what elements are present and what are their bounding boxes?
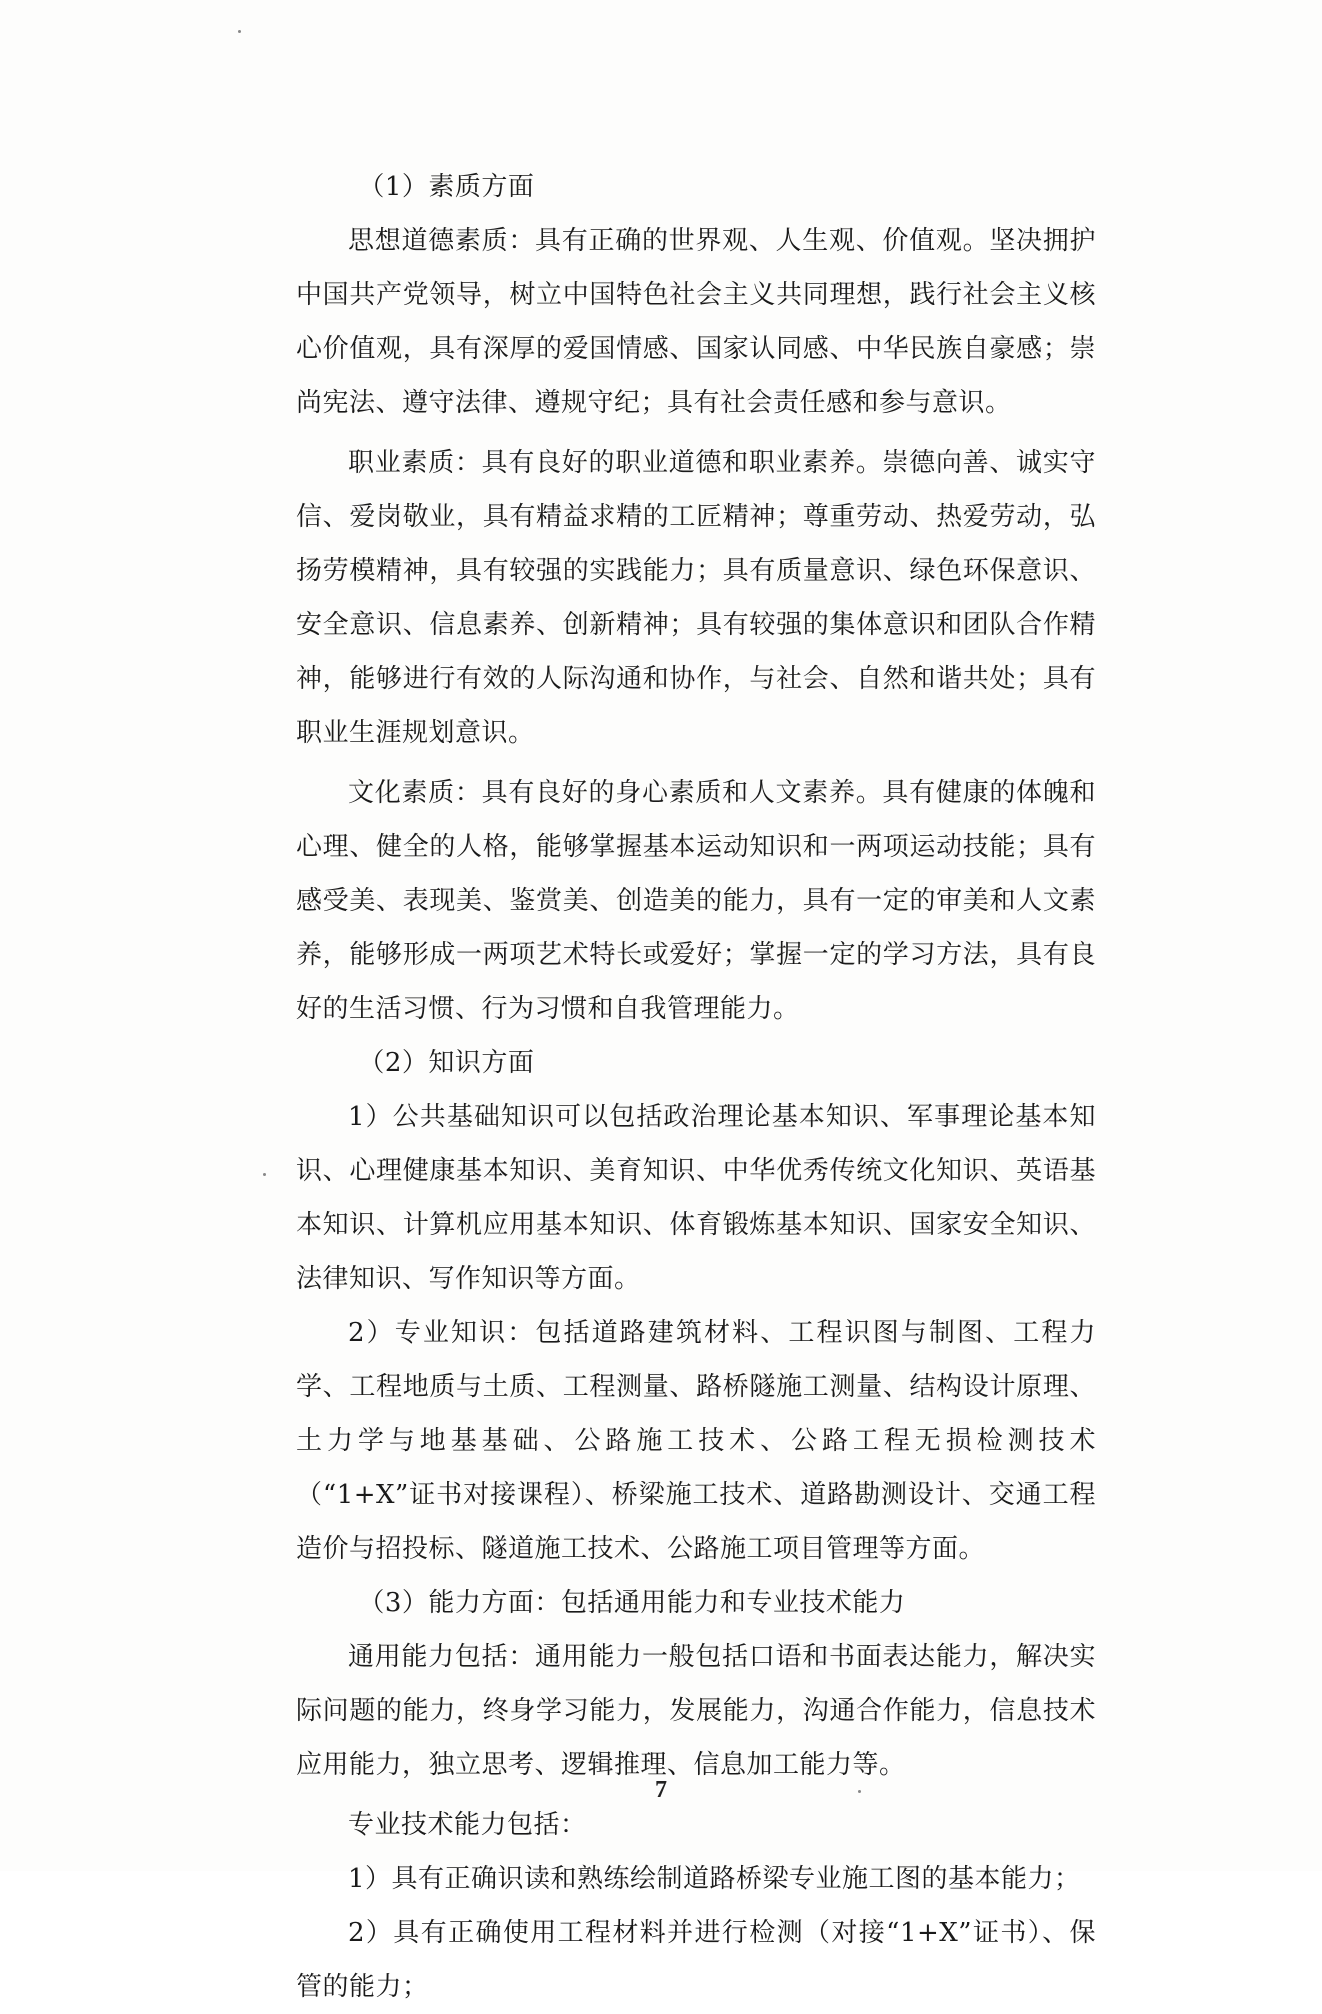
paragraph-professional-quality: 职业素质：具有良好的职业道德和职业素养。崇德向善、诚实守信、爱岗敬业，具有精益求精的工匠精神；尊重劳动、热爱劳动，弘扬劳模精神，具有较强的实践能力；具有质量意识、绿色环保意识、安全意识、信息素养、创新精神；具有较强的集体意识和团队合作精神，能够进行有效的人际沟通和协作，与社会、自然和谐共处；具有职业生涯规划意识。 <box>296 448 1096 748</box>
paragraph-technical-ability-intro: 专业技术能力包括： <box>348 1810 587 1840</box>
list-item-technical-ability-1: 1）具有正确识读和熟练绘制道路桥梁专业施工图的基本能力； <box>348 1864 1081 1894</box>
paragraph-public-knowledge: 1）公共基础知识可以包括政治理论基本知识、军事理论基本知识、心理健康基本知识、美育知识、中华优秀传统文化知识、英语基本知识、计算机应用基本知识、体育锻炼基本知识、国家安全知识、法律知识、写作知识等方面。 <box>296 1102 1096 1294</box>
paragraph-general-ability: 通用能力包括：通用能力一般包括口语和书面表达能力，解决实际问题的能力，终身学习能力，发展能力，沟通合作能力，信息技术应用能力，独立思考、逻辑推理、信息加工能力等。 <box>296 1642 1096 1780</box>
page-number: 7 <box>655 1777 667 1803</box>
paragraph-professional-knowledge: 2）专业知识：包括道路建筑材料、工程识图与制图、工程力学、工程地质与土质、工程测量、路桥隧施工测量、结构设计原理、土力学与地基基础、公路施工技术、公路工程无损检测技术（“1+X”证书对接课程）、桥梁施工技术、道路勘测设计、交通工程造价与招投标、隧道施工技术、公路施工项目管理等方面。 <box>296 1318 1096 1564</box>
section-heading-ability: （3）能力方面：包括通用能力和专业技术能力 <box>358 1588 906 1618</box>
scan-speck <box>238 30 241 33</box>
section-heading-knowledge: （2）知识方面 <box>358 1048 535 1078</box>
paragraph-ideological-quality: 思想道德素质：具有正确的世界观、人生观、价值观。坚决拥护中国共产党领导，树立中国特色社会主义共同理想，践行社会主义核心价值观，具有深厚的爱国情感、国家认同感、中华民族自豪感；崇尚宪法、遵守法律、遵规守纪；具有社会责任感和参与意识。 <box>296 226 1096 418</box>
paragraph-cultural-quality: 文化素质：具有良好的身心素质和人文素养。具有健康的体魄和心理、健全的人格，能够掌握基本运动知识和一两项运动技能；具有感受美、表现美、鉴赏美、创造美的能力，具有一定的审美和人文素养，能够形成一两项艺术特长或爱好；掌握一定的学习方法，具有良好的生活习惯、行为习惯和自我管理能力。 <box>296 778 1096 1024</box>
section-heading-quality: （1）素质方面 <box>358 172 535 202</box>
list-item-technical-ability-2: 2）具有正确使用工程材料并进行检测（对接“1+X”证书）、保管的能力； <box>296 1918 1096 2002</box>
page-body <box>296 160 1096 2014</box>
scan-speck <box>263 1173 266 1176</box>
